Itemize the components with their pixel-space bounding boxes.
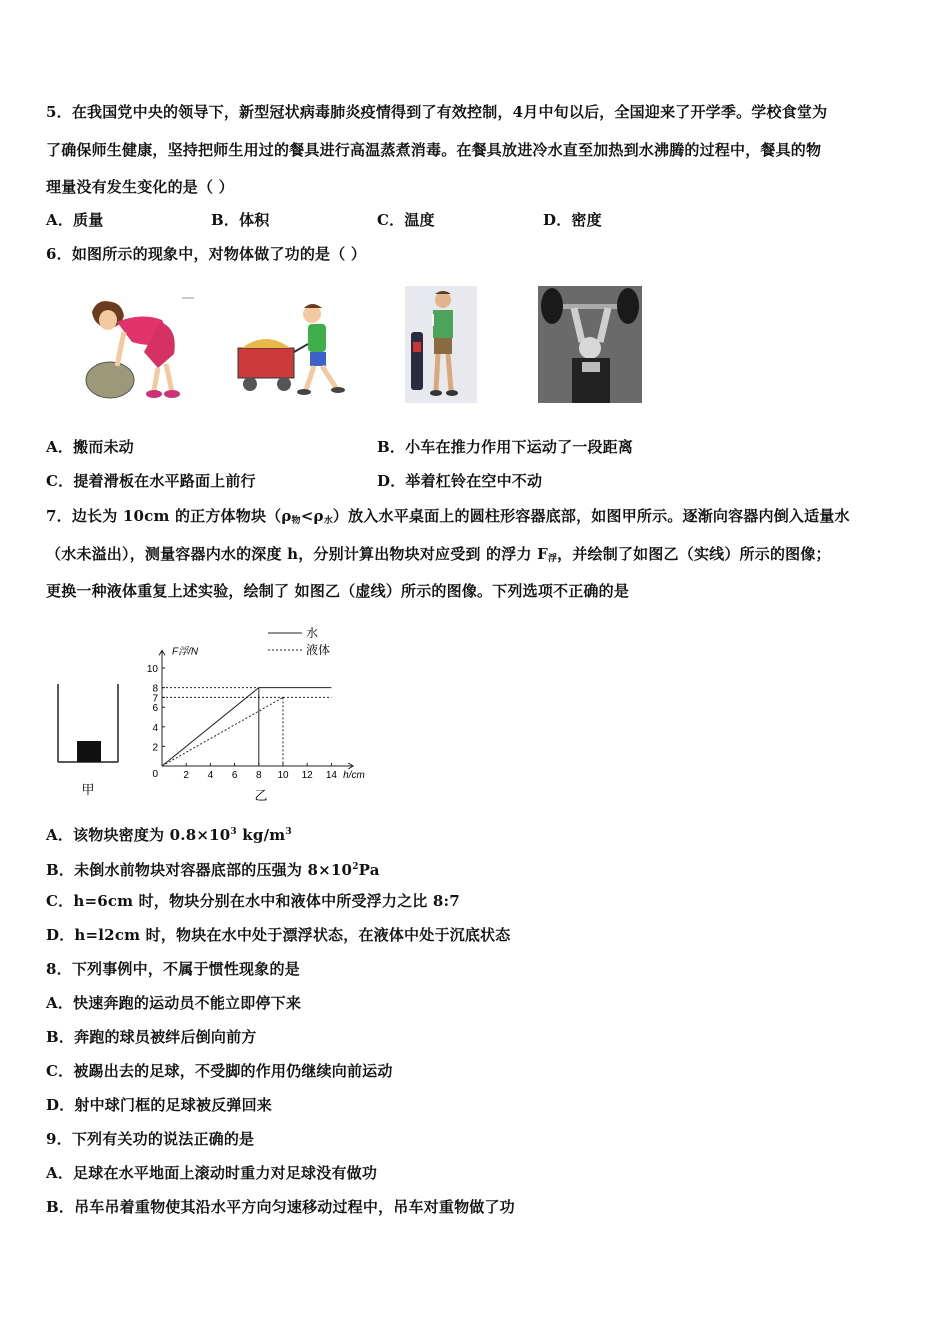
x-tick-label: 12: [301, 770, 313, 781]
q9-option-a: A．足球在水平地面上滚动时重力对足球没有做功: [46, 1164, 378, 1182]
y-tick-label: 6: [152, 703, 158, 715]
chart-labels: [147, 645, 365, 781]
q6-option-d: D．举着杠铃在空中不动: [377, 472, 543, 490]
q8-stem: 8．下列事例中，不属于惯性现象的是: [46, 960, 300, 978]
q7-option-c: C．h=6cm 时，物块分别在水中和液体中所受浮力之比 8:7: [46, 892, 460, 910]
q5-option-a: A．质量: [46, 211, 104, 229]
buoyancy-chart-yi: [140, 620, 400, 810]
q5-option-c: C．温度: [377, 211, 435, 229]
q5-option-b: B．体积: [211, 211, 270, 229]
q7-option-b: B．未倒水前物块对容器底部的压强为 $8\times 10^2Pa$: [46, 861, 380, 879]
q7-stem-line3: 更换一种液体重复上述实验，绘制了 如图乙（虚线）所示的图像。下列选项不正确的是: [46, 582, 630, 600]
chart-legend: [268, 625, 330, 657]
q5-option-d: D．密度: [543, 211, 602, 229]
x-tick-label: 2: [183, 770, 189, 781]
boy-pushing-cart-illustration: [232, 300, 352, 400]
x-tick-label: 6: [231, 770, 238, 781]
y-tick-label: 8: [152, 683, 158, 695]
y-axis-label: F浮/N: [172, 646, 199, 658]
q5-stem-line3: 理量没有发生变化的是（ ）: [46, 178, 234, 196]
chart-series: [162, 688, 331, 766]
q8-option-b: B．奔跑的球员被绊后倒向前方: [46, 1028, 257, 1046]
weightlifter-photo: [538, 286, 642, 403]
woman-lifting-sack-illustration: [62, 292, 197, 404]
x-tick-label: 8: [256, 770, 262, 781]
legend-label-water: 水: [306, 626, 319, 640]
q6-option-c: C．提着滑板在水平路面上前行: [46, 472, 256, 490]
x-tick-label: 4: [207, 770, 214, 781]
x-axis-label: h/cm: [343, 770, 365, 781]
cube-block: [77, 741, 101, 762]
q9-option-b: B．吊车吊着重物使其沿水平方向匀速移动过程中，吊车对重物做了功: [46, 1198, 515, 1216]
legend-label-liquid: 液体: [306, 643, 331, 657]
series-segment-water: [162, 688, 259, 766]
y-tick-label: 2: [152, 742, 158, 754]
y-tick-label: 10: [146, 664, 158, 675]
container-figure-jia: [52, 680, 132, 800]
q9-stem: 9．下列有关功的说法正确的是: [46, 1130, 255, 1148]
q8-option-a: A．快速奔跑的运动员不能立即停下来: [46, 994, 302, 1012]
y-tick-label: 7: [152, 693, 158, 705]
figure-yi-label: 乙: [254, 788, 268, 803]
origin-label: 0: [152, 769, 158, 780]
x-tick-label: 14: [325, 770, 337, 781]
q7-option-d: D．h=l2cm 时，物块在水中处于漂浮状态，在液体中处于沉底状态: [46, 926, 511, 944]
q8-option-c: C．被踢出去的足球，不受脚的作用仍继续向前运动: [46, 1062, 393, 1080]
q7-stem-line2: （水未溢出），测量容器内水的深度 h，分别计算出物块对应受到 的浮力 $F_浮$，并绘制了如图乙（实线）所示的图像；: [46, 545, 831, 564]
boy-carrying-skateboard-photo: [405, 286, 477, 403]
q7-stem-line1: 7．边长为 10cm 的正方体物块$(\rho_物<\rho_水)$放入水平桌面上的圆柱形容器底部，如图甲所示。逐渐向容器内倒入适量水: [46, 507, 850, 526]
q5-stem-line2: 了确保师生健康，坚持把师生用过的餐具进行高温蒸煮消毒。在餐具放进冷水直至加热到水沸腾的过程中，餐具的物: [46, 141, 822, 159]
x-tick-label: 10: [277, 770, 289, 781]
figure-jia-label: 甲: [81, 782, 95, 797]
q6-option-a: A．搬而未动: [46, 438, 134, 456]
y-tick-label: 4: [152, 722, 158, 734]
q5-stem-line1: 5．在我国党中央的领导下，新型冠状病毒肺炎疫情得到了有效控制，4月中旬以后，全国迎来了开学季。学校食堂为: [46, 103, 828, 121]
q6-option-b: B．小车在推力作用下运动了一段距离: [377, 438, 634, 456]
q6-stem: 6．如图所示的现象中，对物体做了功的是（ ）: [46, 245, 367, 263]
q8-option-d: D．射中球门框的足球被反弹回来: [46, 1096, 273, 1114]
series-segment-liquid: [162, 697, 283, 766]
q7-option-a: A．该物块密度为 $0.8\times 10^3$ $kg/m^3$: [46, 826, 292, 844]
chart-axes: [159, 650, 353, 769]
